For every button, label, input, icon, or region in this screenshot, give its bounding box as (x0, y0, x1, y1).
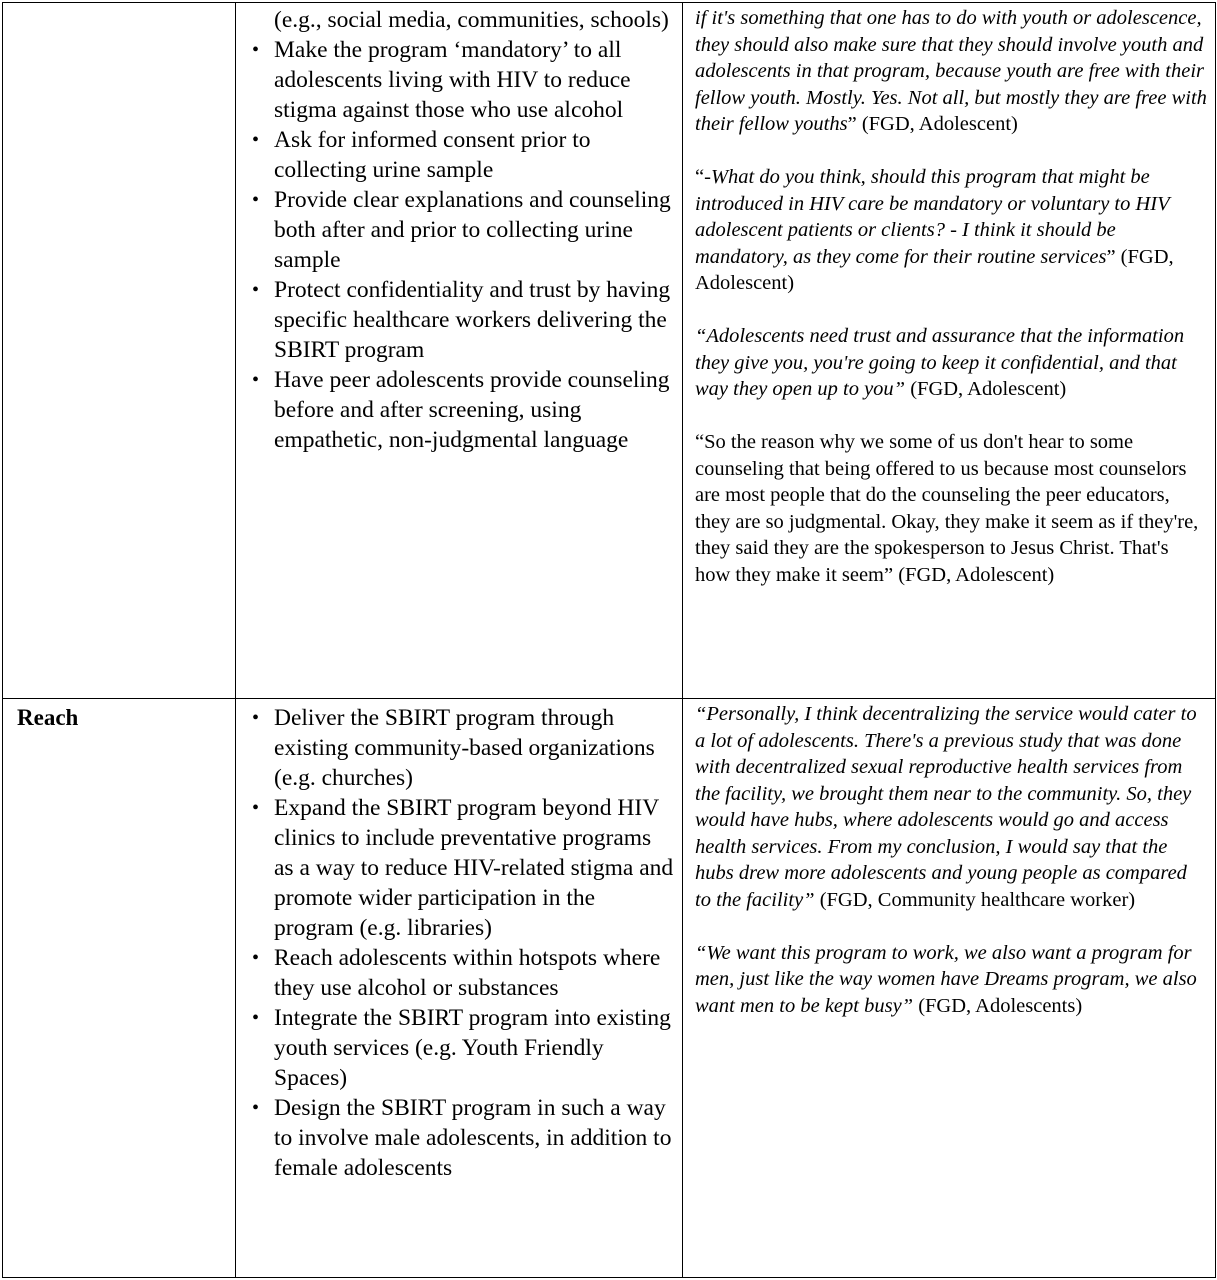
participant-quote (695, 5, 1207, 138)
list-item (236, 275, 674, 365)
table-row (3, 699, 1216, 1278)
list-item (236, 5, 674, 35)
list-item-text: Deliver the SBIRT program through existing community-based organizations (e.g. churches) (274, 705, 655, 791)
list-item-text: Integrate the SBIRT program into existing youth services (e.g. Youth Friendly Spaces) (274, 1005, 671, 1091)
list-item-text: Protect confidentiality and trust by having specific healthcare workers delivering the SBIRT program (274, 277, 671, 363)
recommendations-list (236, 5, 674, 455)
quote-text: “Adolescents need trust and assurance that the information they give you, you're going to keep it confidential, and that way they open up to you” (695, 325, 1185, 400)
list-item (236, 185, 674, 275)
row-label-cell (3, 699, 236, 1278)
participant-quote (695, 164, 1207, 297)
recommendations-cell (236, 699, 683, 1278)
implementation-strategy-table (2, 2, 1216, 1278)
row-label-cell (3, 3, 236, 699)
list-item-text: Ask for informed consent prior to collecting urine sample (274, 127, 591, 183)
quote-attribution: ” (FGD, Adolescent) (695, 245, 1174, 294)
quote-attribution: (FGD, Adolescent) (905, 378, 1067, 400)
quote-text: “Personally, I think decentralizing the service would cater to a lot of adolescents. There's a previous study that was done with decentralized sexual reproductive health services from the facility, we brought them near to the community. So, they would have hubs, where adolescents would go and access health services. From my conclusion, I would say that the hubs drew more adolescents and young people as compared to the facility” (695, 703, 1197, 911)
quote-attribution: “So the reason why we some of us don't hear to some counseling that being offered to us because most counselors are most people that do the counseling the peer educators, they are so judgmental. Okay, they make it seem as if they're, they said they are the spokesperson to Jesus Christ. That's how they make it seem” (FGD, Adolescent) (695, 431, 1199, 586)
quote-attribution: (FGD, Adolescents) (913, 994, 1083, 1017)
row-label: Reach (17, 705, 79, 730)
recommendations-cell (236, 3, 683, 699)
list-item-text: (e.g., social media, communities, schools) (274, 7, 669, 33)
participant-quote (695, 429, 1207, 588)
table-row (3, 3, 1216, 699)
list-item-text: Have peer adolescents provide counseling before and after screening, using empathetic, non-judgmental language (274, 367, 670, 453)
participant-quote (695, 701, 1207, 913)
quotes-cell (683, 699, 1216, 1278)
list-item (236, 35, 674, 125)
list-item (236, 1003, 674, 1093)
quote-open: “- (695, 166, 711, 188)
quote-text: “We want this program to work, we also want a program for men, just like the way women have Dreams program, we also want men to be kept busy” (695, 941, 1197, 1017)
recommendations-list (236, 703, 674, 1183)
list-item (236, 365, 674, 455)
list-item (236, 703, 674, 793)
participant-quote (695, 940, 1207, 1020)
quotes-cell (683, 3, 1216, 699)
quote-attribution: ” (FGD, Adolescent) (847, 113, 1018, 135)
list-item-text: Provide clear explanations and counseling both after and prior to collecting urine sample (274, 187, 671, 273)
list-item (236, 1093, 674, 1183)
list-item-text: Design the SBIRT program in such a way to involve male adolescents, in addition to female adolescents (274, 1095, 672, 1181)
quote-text: What do you think, should this program that might be introduced in HIV care be mandatory or voluntary to HIV adolescent patients or clients? - I think it should be mandatory, as they come for their routine services (695, 166, 1170, 268)
participant-quote (695, 323, 1207, 403)
list-item (236, 125, 674, 185)
list-item-text: Reach adolescents within hotspots where they use alcohol or substances (274, 945, 661, 1001)
quote-text: if it's something that one has to do with youth or adolescence, they should also make sure that they should involve youth and adolescents in that program, because youth are free with their fellow youth. Mostly. Yes. Not all, but mostly they are free with their fellow youths (695, 7, 1207, 135)
list-item-text: Make the program ‘mandatory’ to all adolescents living with HIV to reduce stigma against those who use alcohol (274, 37, 631, 123)
list-item-text: Expand the SBIRT program beyond HIV clinics to include preventative programs as a way to reduce HIV-related stigma and promote wider participation in the program (e.g. libraries) (274, 795, 674, 941)
quote-attribution: (FGD, Community healthcare worker) (814, 888, 1136, 911)
list-item (236, 793, 674, 943)
list-item (236, 943, 674, 1003)
